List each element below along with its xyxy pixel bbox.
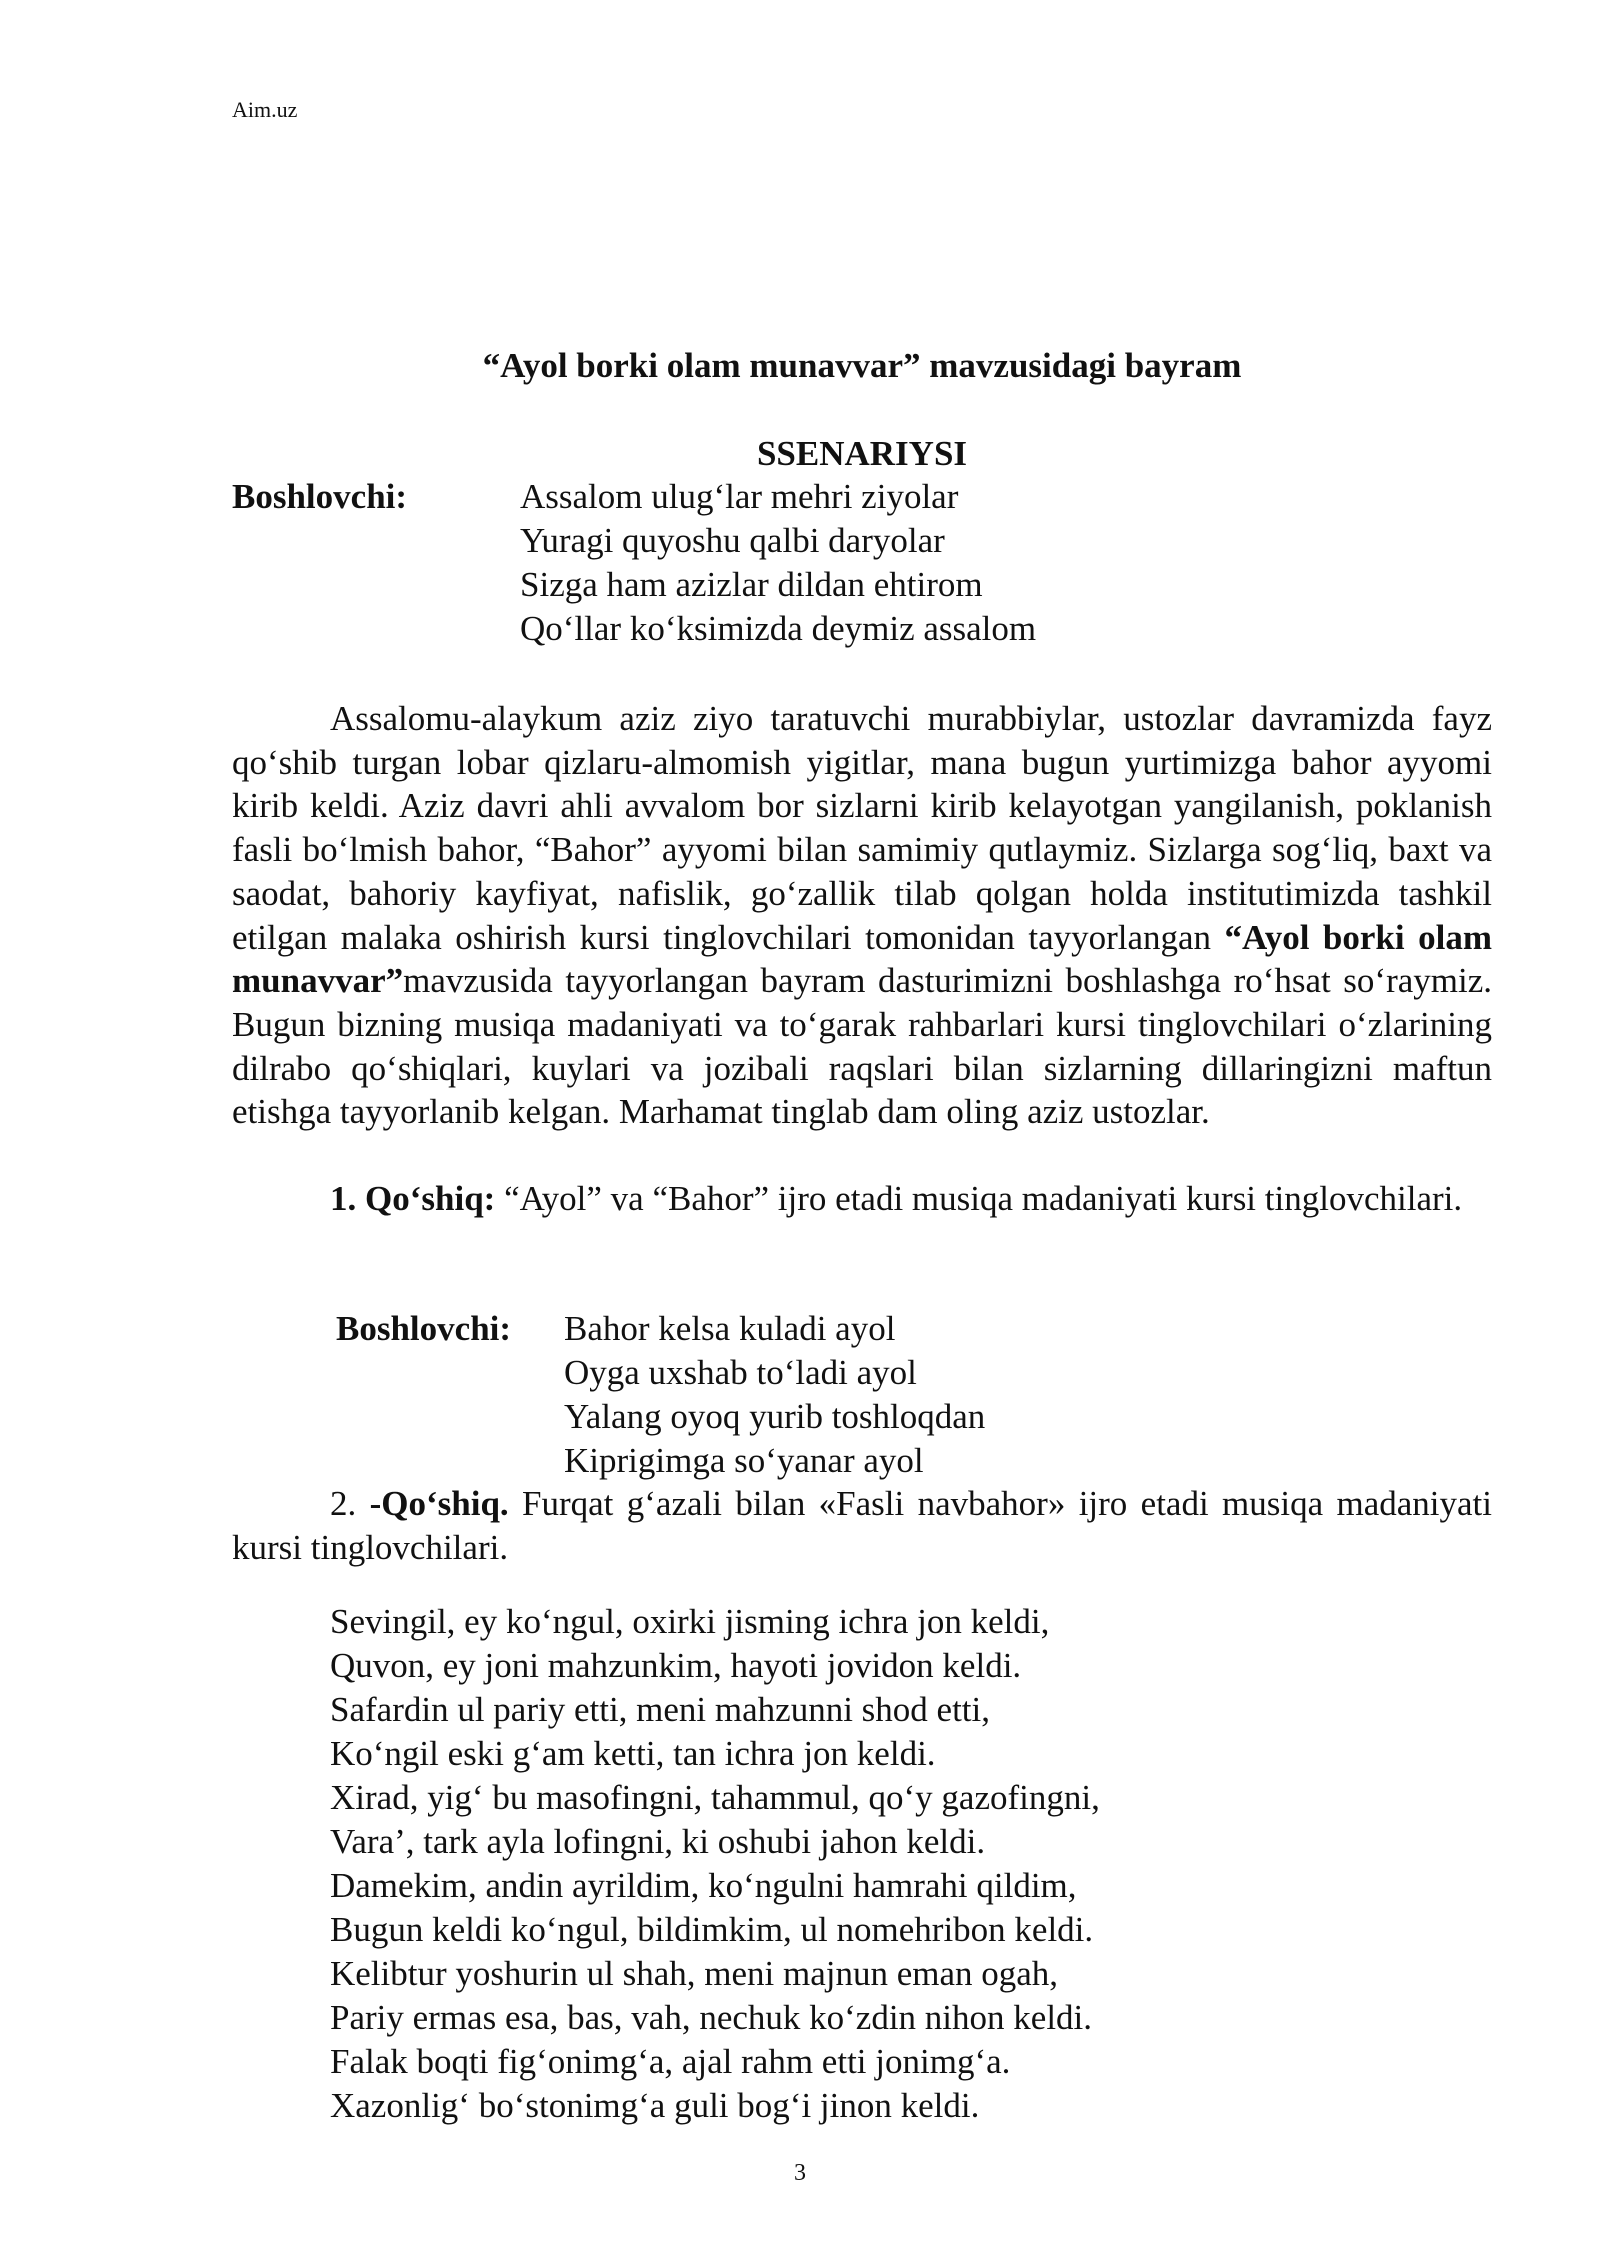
speaker-verse bbox=[520, 475, 1036, 651]
poem-line: Kelibtur yoshurin ul shah, meni majnun eman ogah, bbox=[330, 1954, 1059, 1993]
program-item-1-text: “Ayol” va “Bahor” ijro etadi musiqa madaniyati kursi tinglovchilari. bbox=[495, 1179, 1463, 1218]
verse-line: Kiprigimga so‘yanar ayol bbox=[564, 1441, 924, 1480]
program-item-2-label: -Qo‘shiq. bbox=[369, 1484, 509, 1523]
verse-line: Bahor kelsa kuladi ayol bbox=[564, 1309, 896, 1348]
intro-bold-title: “Ayol borki olam munavvar” bbox=[232, 917, 1492, 1001]
speaker-label-2: Boshlovchi: bbox=[336, 1309, 512, 1348]
header-site-name: Aim.uz bbox=[232, 97, 298, 122]
poem-line: Vara’, tark ayla lofingni, ki oshubi jahon keldi. bbox=[330, 1822, 986, 1861]
speaker-label: Boshlovchi: bbox=[232, 477, 408, 516]
poem-line: Ko‘ngil eski g‘am ketti, tan ichra jon keldi. bbox=[330, 1734, 936, 1773]
poem-line: Xazonlig‘ bo‘stonimg‘a guli bog‘i jinon keldi. bbox=[330, 2086, 980, 2125]
program-item-1 bbox=[232, 1177, 1492, 1221]
program-item-2-number: 2. bbox=[330, 1484, 370, 1523]
verse-line: Oyga uxshab to‘ladi ayol bbox=[564, 1353, 917, 1392]
verse-line: Sizga ham azizlar dildan ehtirom bbox=[520, 565, 983, 604]
program-item-2-text: Furqat g‘azali bilan «Fasli navbahor» ijro etadi musiqa madaniyati kursi tinglovchilari. bbox=[232, 1484, 1492, 1567]
poem-line: Falak boqti fig‘onimg‘a, ajal rahm etti jonimg‘a. bbox=[330, 2042, 1011, 2081]
program-item-1-label: 1. Qo‘shiq: bbox=[330, 1179, 496, 1218]
verse-line: Yuragi quyoshu qalbi daryolar bbox=[520, 521, 945, 560]
poem-line: Bugun keldi ko‘ngul, bildimkim, ul nomehribon keldi. bbox=[330, 1910, 1094, 1949]
intro-paragraph bbox=[232, 697, 1492, 1134]
ghazal-poem bbox=[330, 1600, 1100, 2128]
poem-line: Damekim, andin ayrildim, ko‘ngulni hamrahi qildim, bbox=[330, 1866, 1077, 1905]
verse-line: Qo‘llar ko‘ksimizda deymiz assalom bbox=[520, 609, 1037, 648]
verse-line: Assalom ulug‘lar mehri ziyolar bbox=[520, 477, 959, 516]
poem-line: Quvon, ey joni mahzunkim, hayoti jovidon keldi. bbox=[330, 1646, 1022, 1685]
poem-line: Sevingil, ey ko‘ngul, oxirki jisming ichra jon keldi, bbox=[330, 1602, 1050, 1641]
intro-text-part2: mavzusida tayyorlangan bayram dasturimizni boshlashga ro‘hsat so‘raymiz. Bugun bizning musiqa madaniyati va to‘garak rahbarlari kursi tinglovchilari o‘zlarining dilrabo qo‘shiqlari, kuylari va jozibali raqslari bilan sizlarning dillaringizni maftun etishga tayyorlanib kelgan. Marhamat tinglab dam oling aziz ustozlar. bbox=[232, 961, 1492, 1132]
page-number: 3 bbox=[794, 2160, 806, 2186]
poem-line: Xirad, yig‘ bu masofingni, tahammul, qo‘y gazofingni, bbox=[330, 1778, 1100, 1817]
verse-line: Yalang oyoq yurib toshloqdan bbox=[564, 1397, 986, 1436]
document-title: “Ayol borki olam munavvar” mavzusidagi bayram bbox=[482, 346, 1242, 385]
document-subtitle: SSENARIYSI bbox=[756, 434, 968, 473]
speaker-verse-2 bbox=[564, 1307, 985, 1483]
poem-line: Safardin ul pariy etti, meni mahzunni shod etti, bbox=[330, 1690, 990, 1729]
intro-text-part1: Assalomu-alaykum aziz ziyo taratuvchi murabbiylar, ustozlar davramizda fayz qo‘shib turgan lobar qizlaru-almomish yigitlar, mana bugun yurtimizga bahor ayyomi kirib keldi. Aziz davri ahli avvalom bor sizlarni kirib kelayotgan yangilanish, poklanish fasli bo‘lmish bahor, “Bahor” ayyomi bilan samimiy qutlaymiz. Sizlarga sog‘liq, baxt va saodat, bahoriy kayfiyat, nafislik, go‘zallik tilab qolgan holda institutimizda tashkil etilgan malaka oshirish kursi tinglovchilari tomonidan tayyorlangan bbox=[232, 699, 1492, 957]
program-item-2 bbox=[232, 1482, 1492, 1570]
poem-line: Pariy ermas esa, bas, vah, nechuk ko‘zdin nihon keldi. bbox=[330, 1998, 1093, 2037]
